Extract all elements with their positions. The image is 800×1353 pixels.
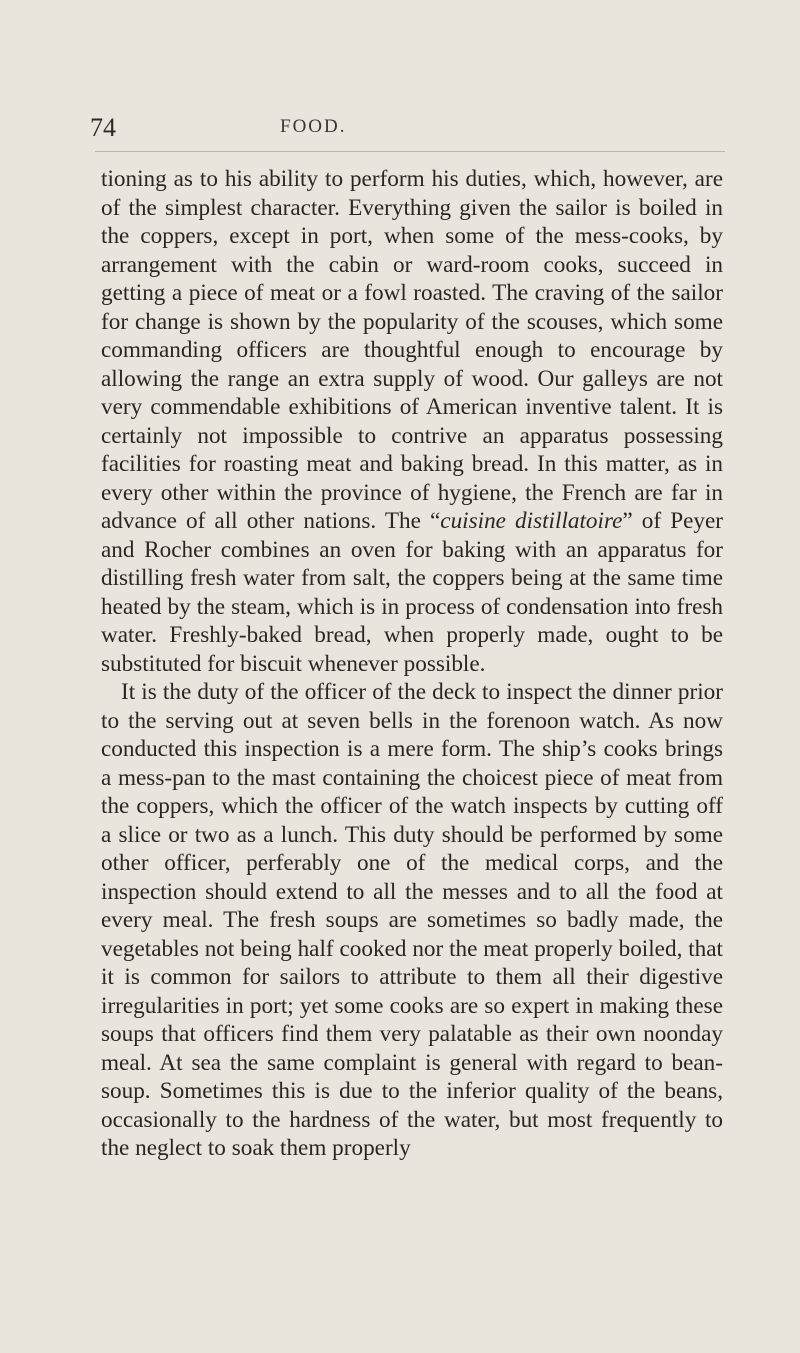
page-header <box>90 112 722 144</box>
paragraph-2: It is the duty of the officer of the deck to inspect the dinner prior to the serving out at seven bells in the forenoon watch. As now conducted this inspection is a mere form. The ship’s cooks brings a mess-pan to the mast containing the choicest piece of meat from the coppers, which the officer of the watch inspects by cutting off a slice or two as a lunch. This duty should be performed by some other officer, perferably one of the medical corps, and the inspection should extend to all the messes and to all the food at every meal. The fresh soups are sometimes so badly made, the vegetables not being half cooked nor the meat properly boiled, that it is common for sailors to attribute to them all their digestive irregularities in port; yet some cooks are so expert in making these soups that officers find them very palatable as their own noonday meal. At sea the same complaint is general with regard to bean-soup. Sometimes this is due to the inferior quality of the beans, occasionally to the hardness of the water, but most frequently to the neglect to soak them properly <box>101 679 723 1161</box>
body-text <box>101 165 723 1163</box>
page-number: 74 <box>90 113 116 142</box>
paragraph-1 <box>101 165 723 678</box>
paragraph-1-text-a: tioning as to his ability to perform his duties, which, however, are of the simplest character. Everything given the sailor is boiled in the coppers, except in port, when some of the mess-cooks, by arrangement with the cabin or ward-room cooks, succeed in getting a piece of meat or a fowl roasted. The craving of the sailor for change is shown by the popularity of the scouses, which some commanding officers are thoughtful enough to encourage by allowing the range an extra supply of wood. Our galleys are not very commendable exhibitions of American inventive talent. It is certainly not impossible to contrive an apparatus possessing facilities for roasting meat and baking bread. In this matter, as in every other within the province of hygiene, the French are far in advance of all other nations. The “ <box>101 166 723 534</box>
running-head: FOOD. <box>280 116 347 137</box>
paragraph-1-italic-term: cuisine distillatoire <box>440 508 623 534</box>
header-rule <box>95 151 725 152</box>
paragraph-1-text-b: ” of Peyer and Rocher combines an oven for baking with an apparatus for distilling fresh water from salt, the coppers being at the same time heated by the steam, which is in process of condensation into fresh water. Freshly-baked bread, when properly made, ought to be substituted for biscuit whenever possible. <box>101 508 723 677</box>
